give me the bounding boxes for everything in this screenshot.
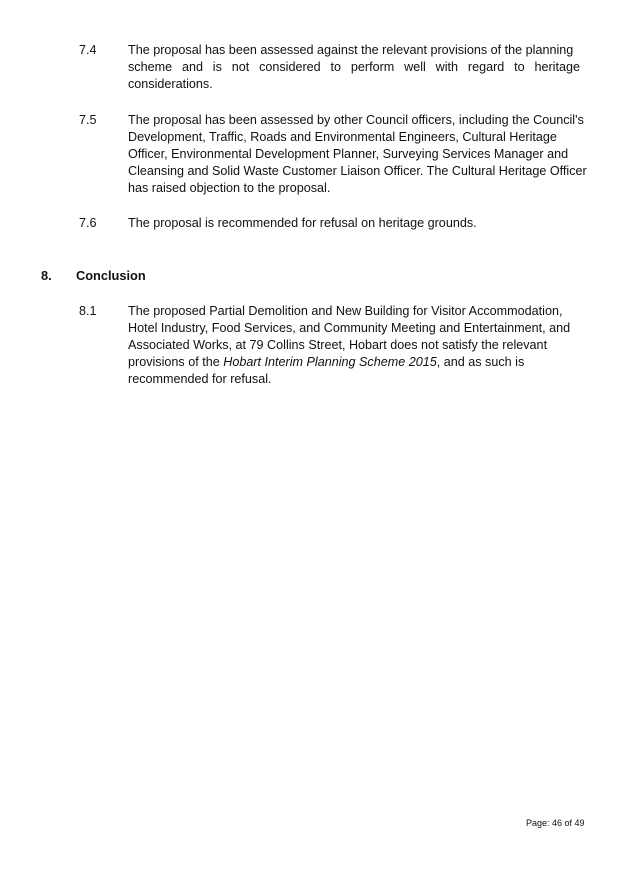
section-number: 8. [41, 268, 52, 283]
paragraph-text [128, 112, 587, 197]
text-line: has raised objection to the proposal. [128, 181, 331, 195]
text-line: The proposal is recommended for refusal on heritage grounds. [128, 216, 477, 230]
text-segment: , and as such is [436, 355, 525, 369]
paragraph-number: 7.6 [79, 216, 97, 230]
planning-scheme-title: Hobart Interim Planning Scheme 2015 [223, 355, 437, 369]
text-line: The proposed Partial Demolition and New Building for Visitor Accommodation, [128, 304, 563, 318]
text-line: The proposal has been assessed against the relevant provisions of the planning [128, 43, 574, 57]
text-line: Associated Works, at 79 Collins Street, Hobart does not satisfy the relevant [128, 338, 548, 352]
paragraph-number: 7.5 [79, 113, 97, 127]
paragraph-text [128, 42, 580, 93]
paragraph-text [128, 303, 580, 388]
text-segment: provisions of the [128, 355, 224, 369]
text-line [128, 354, 580, 371]
paragraph-number: 7.4 [79, 43, 97, 57]
text-line: Development, Traffic, Roads and Environmental Engineers, Cultural Heritage [128, 130, 557, 144]
text-line: considerations. [128, 77, 213, 91]
section-heading: Conclusion [76, 268, 146, 283]
text-line: Hotel Industry, Food Services, and Community Meeting and Entertainment, and [128, 321, 571, 335]
text-line: scheme and is not considered to perform well with regard to heritage [128, 60, 580, 74]
paragraph-number: 8.1 [79, 304, 97, 318]
text-line: The proposal has been assessed by other Council officers, including the Council's [128, 113, 584, 127]
text-line: recommended for refusal. [128, 372, 272, 386]
text-line: Officer, Environmental Development Planner, Surveying Services Manager and [128, 147, 569, 161]
text-line: Cleansing and Solid Waste Customer Liaison Officer. The Cultural Heritage Officer [128, 164, 587, 178]
paragraph-text [128, 215, 580, 232]
page-number: Page: 46 of 49 [526, 818, 585, 828]
